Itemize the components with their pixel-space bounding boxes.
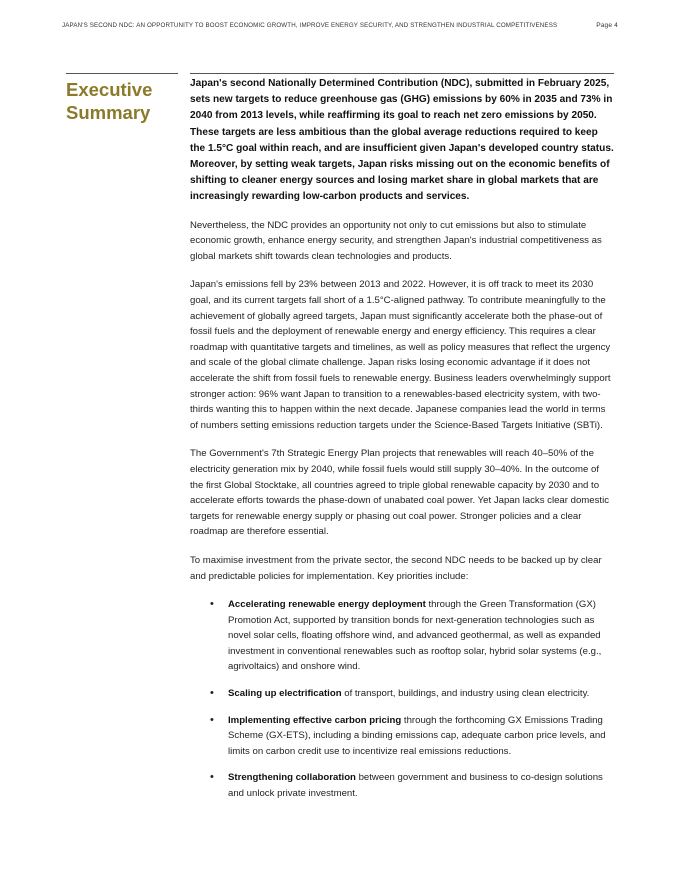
bullet-icon: • (210, 598, 214, 611)
list-item-heading: Strengthening collaboration (228, 772, 356, 784)
section-title (66, 73, 178, 124)
list-item-heading: Implementing effective carbon pricing (228, 714, 402, 726)
running-title: JAPAN'S SECOND NDC: AN OPPORTUNITY TO BOOST ECONOMIC GROWTH, IMPROVE ENERGY SECURITY, AND STRENGTHEN INDUSTRIAL COMPETITIVENESS (62, 22, 558, 29)
section-divider (190, 73, 614, 74)
bullet-icon: • (210, 713, 214, 726)
paragraph-4: To maximise investment from the private sector, the second NDC needs to be backed up by clear and predictable policies for implementation. Key priorities include: (190, 554, 602, 582)
paragraph-2: Japan's emissions fell by 23% between 2013 and 2022. However, it is off track to meet its 2030 goal, and its current targets fall short of a 1.5°C-aligned pathway. To contribute meaningfully to the achievement of globally agreed targets, Japan must significantly accelerate both the phase-out of fossil fuels and the deployment of renewable energy and energy efficiency. This requires a clear roadmap with quantitative targets and timelines, as well as policy measures that reflect the urgency and scale of the global climate challenge. Japan risks losing economic advantage if it does not accelerate the shift from fossil fuels to renewable energy. Business leaders overwhelmingly support stronger action: 96% want Japan to transition to a renewables-based electricity system, with two-thirds wanting this to happen within the next decade. Japanese companies lead the world in terms of numbers setting emissions reduction targets under the Science-Based Targets Initiative (SBTi). (190, 279, 611, 431)
list-item (190, 597, 614, 675)
paragraph-1: Nevertheless, the NDC provides an opportunity not only to cut emissions but also to stimulate economic growth, enhance energy security, and strengthen Japan's industrial competitiveness as global markets shift towards clean technologies and products. (190, 219, 602, 262)
bullet-icon: • (210, 771, 214, 784)
bullet-icon: • (210, 687, 214, 700)
running-header (62, 22, 618, 29)
section-title-line-1: Executive (66, 79, 153, 100)
list-item-heading: Accelerating renewable energy deployment (228, 599, 426, 611)
lead-paragraph: Japan's second Nationally Determined Contribution (NDC), submitted in February 2025, sets new targets to reduce greenhouse gas (GHG) emissions by 60% in 2035 and 73% in 2040 from 2013 levels, while reaffirming its goal to reach net zero emissions by 2050. These targets are less ambitious than the global average reductions required to keep the 1.5°C goal within reach, and are insufficient given Japan's developed country status. Moreover, by setting weak targets, Japan risks missing out on the economic benefits of shifting to cleaner energy sources and losing market share in global markets that are increasingly rewarding low-carbon products and services. (190, 78, 614, 203)
priority-list (190, 597, 614, 802)
list-item-text: of transport, buildings, and industry using clean electricity. (341, 688, 590, 700)
list-item-text: between government and business to co-design solutions and unlock private investment. (228, 772, 603, 800)
list-item-text: through the forthcoming GX Emissions Trading Scheme (GX-ETS), including a binding emissions cap, adequate carbon price levels, and limits on carbon credit use to incentivize real emissions reductions. (228, 714, 606, 757)
list-item (190, 713, 614, 760)
page-number: Page 4 (596, 22, 618, 29)
list-item (190, 686, 614, 702)
list-item (190, 770, 614, 801)
section-title-line-2: Summary (66, 102, 151, 123)
body-text (190, 76, 614, 813)
list-item-text: through the Green Transformation (GX) Promotion Act, supported by transition bonds for next-generation technologies such as novel solar cells, floating offshore wind, and advanced geothermal, as well as expanded investment in conventional renewables such as rooftop solar, hybrid solar systems (e.g., agrivoltaics) and onshore wind. (228, 599, 602, 673)
list-item-heading: Scaling up electrification (228, 688, 342, 700)
paragraph-3: The Government's 7th Strategic Energy Plan projects that renewables will reach 40–50% of the electricity generation mix by 2040, while fossil fuels would still supply 30–40%. In the outcome of the first Global Stocktake, all countries agreed to triple global renewable capacity by 2030 and to accelerate efforts towards the phase-down of unabated coal power. Yet Japan lacks clear domestic targets for renewable energy supply or phasing out coal power. Stronger policies and a clear roadmap are therefore essential. (190, 448, 610, 538)
